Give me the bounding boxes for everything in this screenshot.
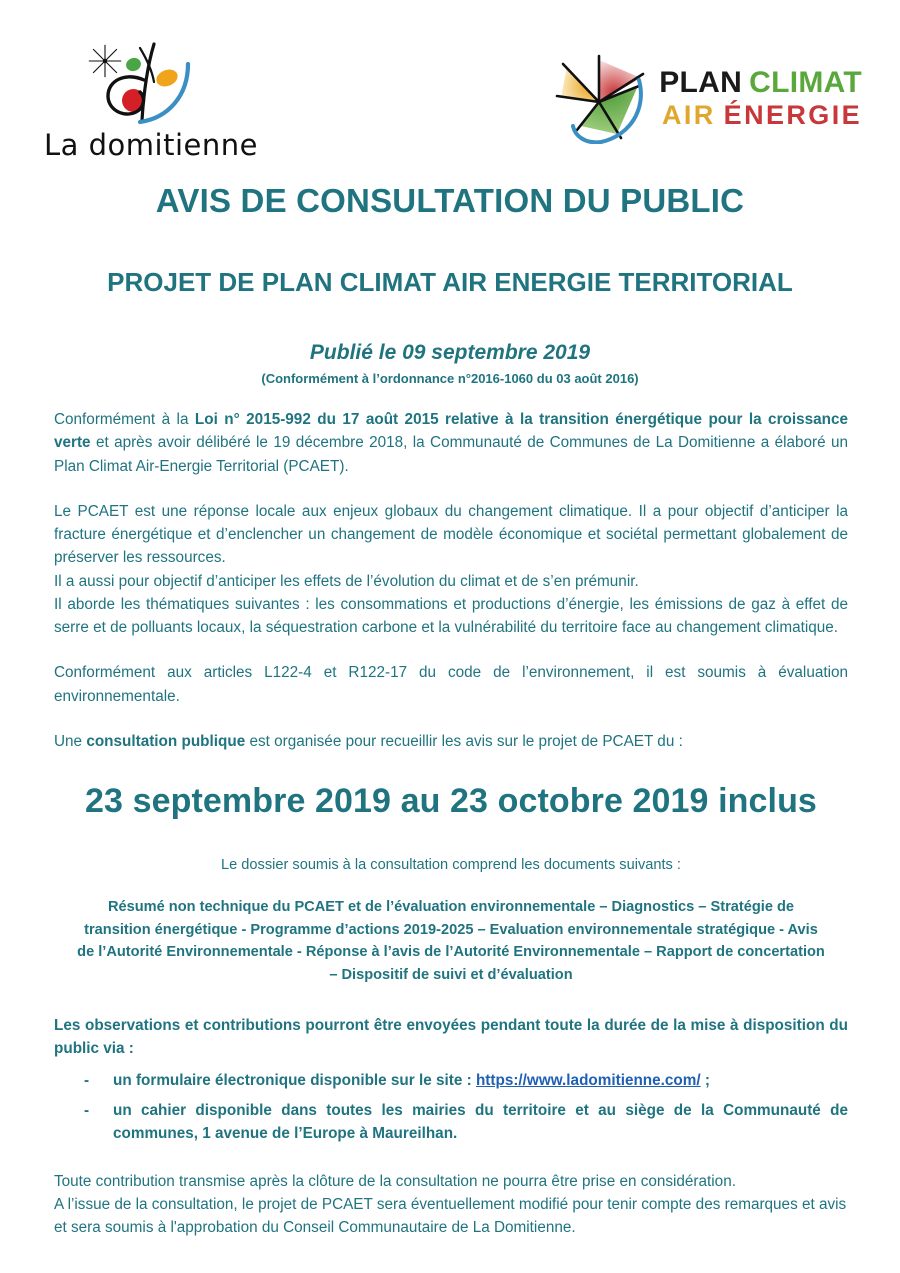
- plan-climat-word-air: AIR: [661, 99, 716, 130]
- channel-paper-register-label: un cahier disponible dans toutes les mairies du territoire et au siège de la Communauté de communes, 1 avenue de l’Europe à Maureilhan.: [113, 1101, 848, 1142]
- plan-climat-word-energie: ÉNERGIE: [723, 99, 862, 130]
- paragraph-environmental-evaluation: Conformément aux articles L122-4 et R122-17 du code de l’environnement, il est soumis à évaluation environnementale.: [54, 664, 848, 705]
- closing-line-1: Toute contribution transmise après la clôture de la consultation ne pourra être prise en considération.: [54, 1173, 736, 1191]
- paragraph-public-consultation-tail: est organisée pour recueillir les avis sur le projet de PCAET du :: [245, 732, 683, 750]
- paragraph-pcaet-adaptation: Il a aussi pour objectif d’anticiper les effets de l’évolution du climat et de s’en prémunir.: [54, 572, 639, 590]
- ladomitienne-website-link[interactable]: https://www.ladomitienne.com/: [475, 1072, 701, 1090]
- paragraph-public-consultation: [54, 730, 848, 753]
- page-subtitle: PROJET DE PLAN CLIMAT AIR ENERGIE TERRITORIAL: [107, 267, 793, 297]
- law-reference: Loi n° 2015-992 du 17 août 2015 relative à la transition énergétique pour la croissance verte: [54, 411, 848, 452]
- paragraph-public-consultation-lead: Une: [54, 732, 87, 750]
- list-item: [80, 1099, 848, 1146]
- paragraph-legal-basis-tail: et après avoir délibéré le 19 décembre 2018, la Communauté de Communes de La Domitienne a élaboré un Plan Climat Air-Energie Territorial (PCAET).: [54, 434, 848, 475]
- publication-date: Publié le 09 septembre 2019: [309, 341, 591, 364]
- observations-heading: Les observations et contributions pourront être envoyées pendant toute la durée de la mise à disposition du public via :: [54, 1016, 848, 1058]
- publication-reference: (Conformément à l’ordonnance n°2016-1060 du 03 août 2016): [261, 371, 639, 386]
- plan-climat-word-climat: CLIMAT: [749, 65, 862, 99]
- consultation-period: 23 septembre 2019 au 23 octobre 2019 inclus: [85, 782, 817, 820]
- plan-climat-wordmark: [659, 65, 862, 130]
- observations-channels-list: [54, 1069, 848, 1145]
- pinwheel-icon: [555, 52, 651, 144]
- bullet-dash-icon: -: [84, 1072, 90, 1090]
- bullet-dash-icon: -: [84, 1101, 90, 1119]
- channel-online-form-label: un formulaire électronique disponible sur le site :: [113, 1072, 476, 1090]
- documents-list: Résumé non technique du PCAET et de l’évaluation environnementale – Diagnostics – Stratégie de transition énergétique - Programme d’actions 2019-2025 – Evaluation environnementale stratégique - Avis de l’Autorité Environnementale - Réponse à l’avis de l’Autorité Environnementale – Rapport de concertation – Dispositif de suivi et d’évaluation: [77, 898, 825, 984]
- closing-line-3: et sera soumis à l'approbation du Conseil Communautaire de La Domitienne.: [54, 1219, 576, 1237]
- la-domitienne-wordmark: La domitienne: [44, 128, 258, 162]
- page-title: AVIS DE CONSULTATION DU PUBLIC: [155, 182, 745, 219]
- closing-notes: [54, 1171, 848, 1240]
- documents-intro: Le dossier soumis à la consultation comprend les documents suivants :: [221, 856, 681, 873]
- paragraph-pcaet-purpose: Le PCAET est une réponse locale aux enjeux globaux du changement climatique. Il a pour objectif d’anticiper la fracture énergétique et d’enclencher un changement de modèle économique et sociétal permettant globalement de préserver les ressources.: [54, 502, 848, 567]
- la-domitienne-logo: [44, 42, 258, 162]
- paragraph-pcaet-themes: Il aborde les thématiques suivantes : les consommations et productions d’énergie, les émissions de gaz à effet de serre et de polluants locaux, la séquestration carbone et la vulnérabilité du territoire face au changement climatique.: [54, 595, 848, 636]
- document-body: [0, 408, 900, 1240]
- logo-swash-and-arc: [82, 42, 202, 126]
- consultation-publique-emphasis: consultation publique: [86, 732, 246, 750]
- paragraph-legal-basis-lead: Conformément à la: [54, 411, 195, 428]
- plan-climat-logo: [555, 52, 862, 144]
- closing-line-2: A l’issue de la consultation, le projet de PCAET sera éventuellement modifié pour tenir compte des remarques et avis: [54, 1196, 847, 1214]
- document-header: [0, 0, 900, 168]
- list-item: [80, 1069, 848, 1092]
- paragraph-legal-basis: [54, 408, 848, 478]
- plan-climat-word-plan: PLAN: [659, 65, 743, 99]
- la-domitienne-logo-mark: [82, 42, 202, 126]
- channel-online-form-tail: ;: [700, 1072, 710, 1090]
